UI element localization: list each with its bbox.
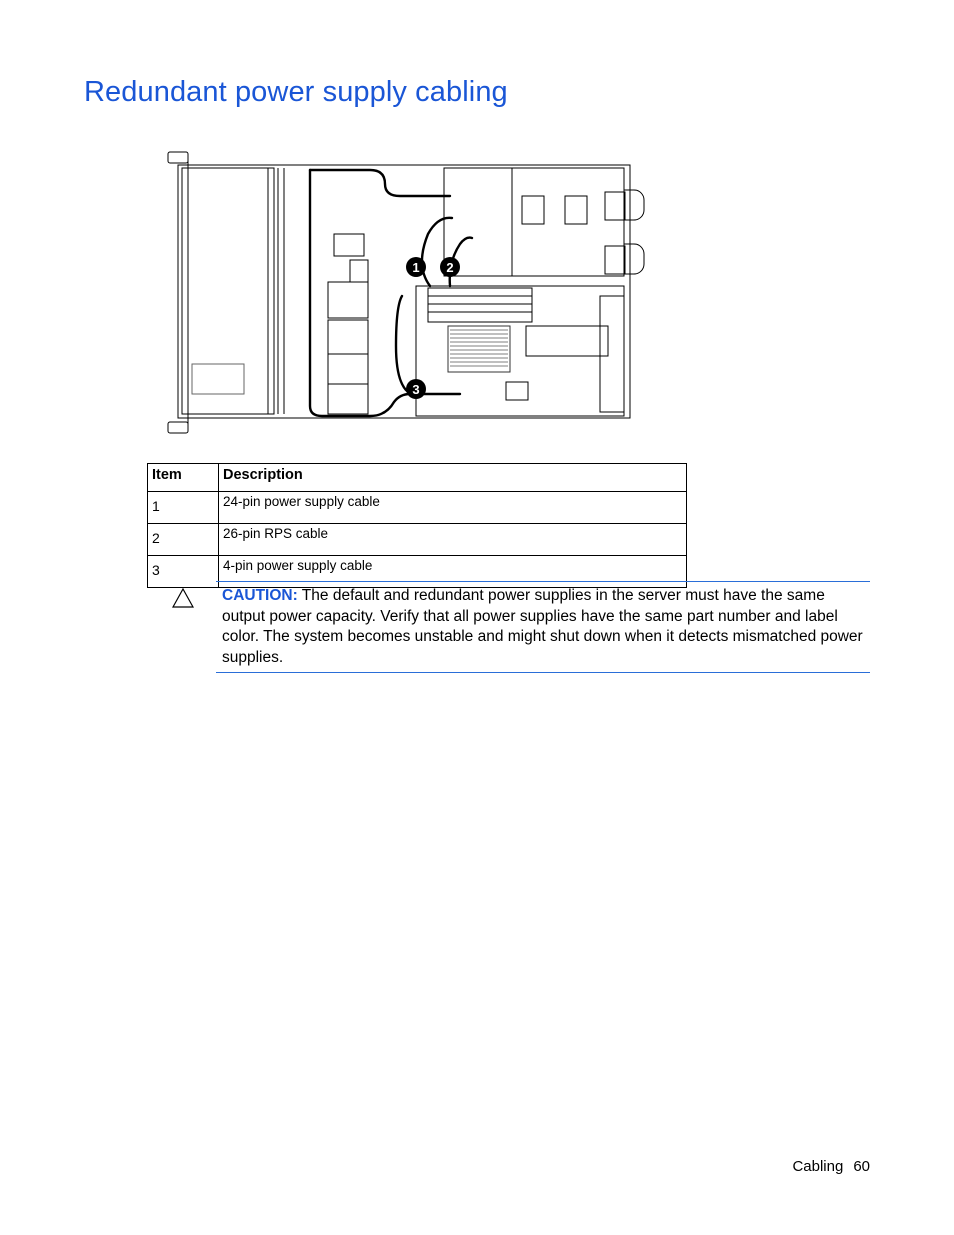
page-title: Redundant power supply cabling: [84, 76, 508, 108]
item-number: 2: [148, 524, 219, 556]
figure-callouts: [406, 257, 460, 399]
caution-note: [216, 581, 870, 673]
page-number: 60: [853, 1158, 870, 1175]
table-header-row: [148, 464, 687, 492]
item-number: 3: [148, 556, 219, 588]
callout-1: 1: [412, 260, 420, 275]
caution-triangle-icon: [172, 588, 194, 608]
server-cabling-diagram: [160, 146, 650, 438]
page-footer: [792, 1158, 870, 1175]
item-number: 1: [148, 492, 219, 524]
column-header-description: Description: [219, 464, 687, 492]
footer-section: Cabling: [792, 1158, 844, 1175]
item-description: 26-pin RPS cable: [219, 524, 687, 556]
column-header-item: Item: [148, 464, 219, 492]
callout-3: 3: [412, 382, 420, 397]
callout-2: 2: [446, 260, 454, 275]
table-row: [148, 524, 687, 556]
items-table: [147, 463, 687, 588]
item-description: 24-pin power supply cable: [219, 492, 687, 524]
item-description: 4-pin power supply cable: [219, 556, 687, 588]
caution-text: The default and redundant power supplies in the server must have the same output power capacity. Verify that all power supplies have the same part number and label color. The system becomes unstable and might shut down when it detects mismatched power supplies.: [222, 587, 863, 666]
caution-label: CAUTION:: [222, 587, 298, 604]
table-row: [148, 492, 687, 524]
